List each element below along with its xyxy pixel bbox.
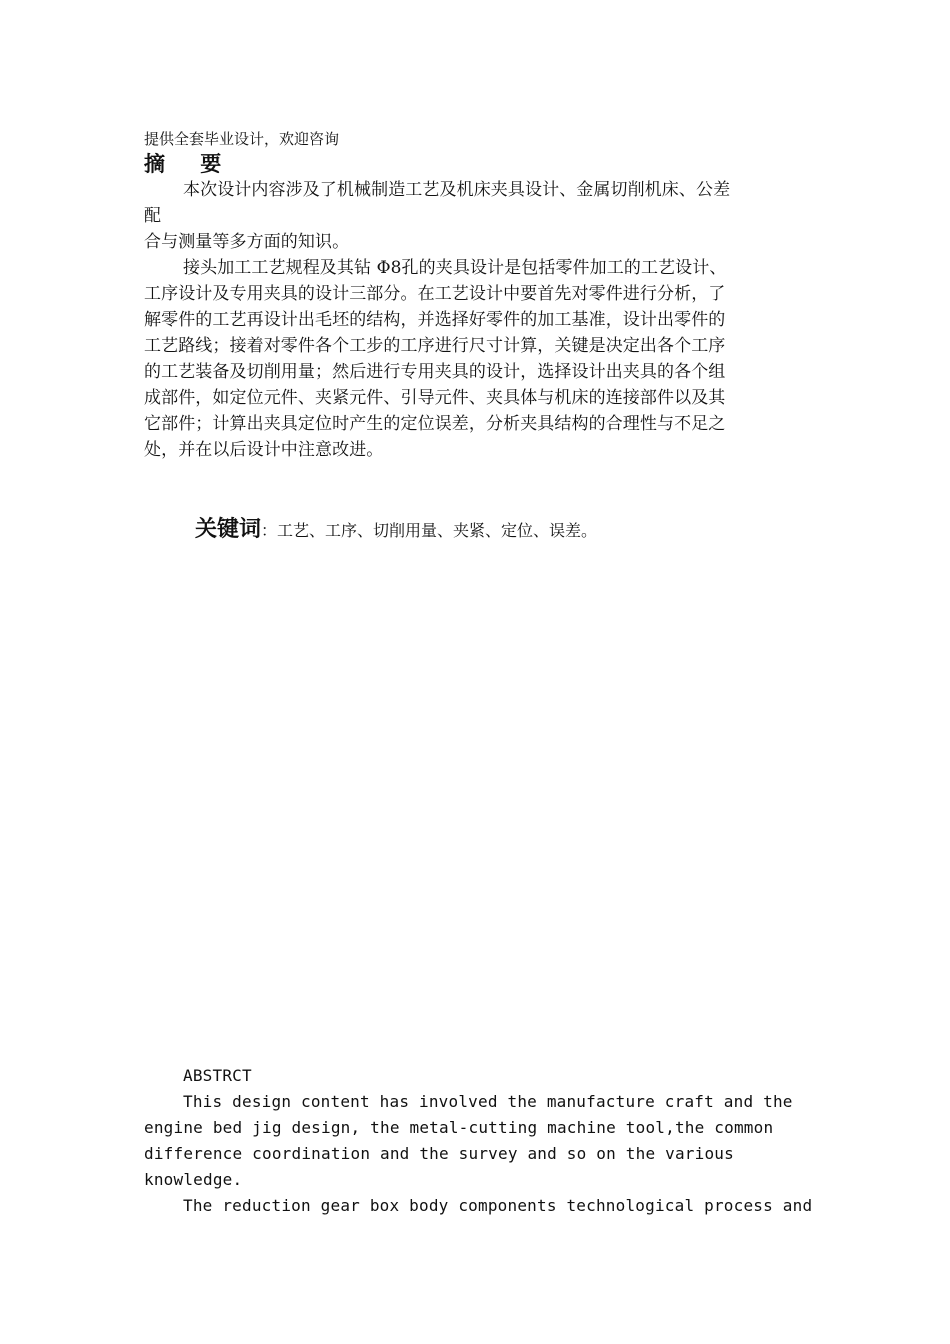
english-abstract-heading: ABSTRCT xyxy=(183,1066,252,1085)
keywords-separator: ： xyxy=(261,521,278,540)
abstract-line: 成部件，如定位元件、夹紧元件、引导元件、夹具体与机床的连接部件以及其 xyxy=(144,388,726,408)
abstract-line: 工艺路线；接着对零件各个工步的工序进行尺寸计算，关键是决定出各个工序 xyxy=(144,336,726,356)
abstract-line: 的工艺装备及切削用量；然后进行专用夹具的设计，选择设计出夹具的各个组 xyxy=(144,362,726,382)
english-line: This design content has involved the manufacture craft and the xyxy=(183,1092,793,1111)
abstract-line: 本次设计内容涉及了机械制造工艺及机床夹具设计、金属切削机床、公差 xyxy=(183,180,731,200)
abstract-heading: 摘 要 xyxy=(144,152,236,176)
abstract-line: 配 xyxy=(144,206,162,226)
abstract-line: 工序设计及专用夹具的设计三部分。在工艺设计中要首先对零件进行分析，了 xyxy=(144,284,726,304)
english-line: The reduction gear box body components technological process and xyxy=(183,1196,813,1215)
top-note: 提供全套毕业设计，欢迎咨询 xyxy=(144,130,340,148)
abstract-line: 合与测量等多方面的知识。 xyxy=(144,232,350,252)
english-line: engine bed jig design, the metal-cutting machine tool,the common xyxy=(144,1118,774,1137)
abstract-line: 处，并在以后设计中注意改进。 xyxy=(144,440,384,460)
abstract-line: 解零件的工艺再设计出毛坯的结构，并选择好零件的加工基准，设计出零件的 xyxy=(144,310,726,330)
keywords-label: 关键词 xyxy=(195,517,262,542)
keywords-line xyxy=(195,515,597,546)
english-line: knowledge. xyxy=(144,1170,243,1189)
english-line: difference coordination and the survey and so on the various xyxy=(144,1144,734,1163)
abstract-line: 接头加工工艺规程及其钻 Φ8孔的夹具设计是包括零件加工的工艺设计、 xyxy=(183,258,727,278)
keywords-text: 工艺、工序、切削用量、夹紧、定位、误差。 xyxy=(277,521,598,540)
abstract-line: 它部件；计算出夹具定位时产生的定位误差，分析夹具结构的合理性与不足之 xyxy=(144,414,726,434)
